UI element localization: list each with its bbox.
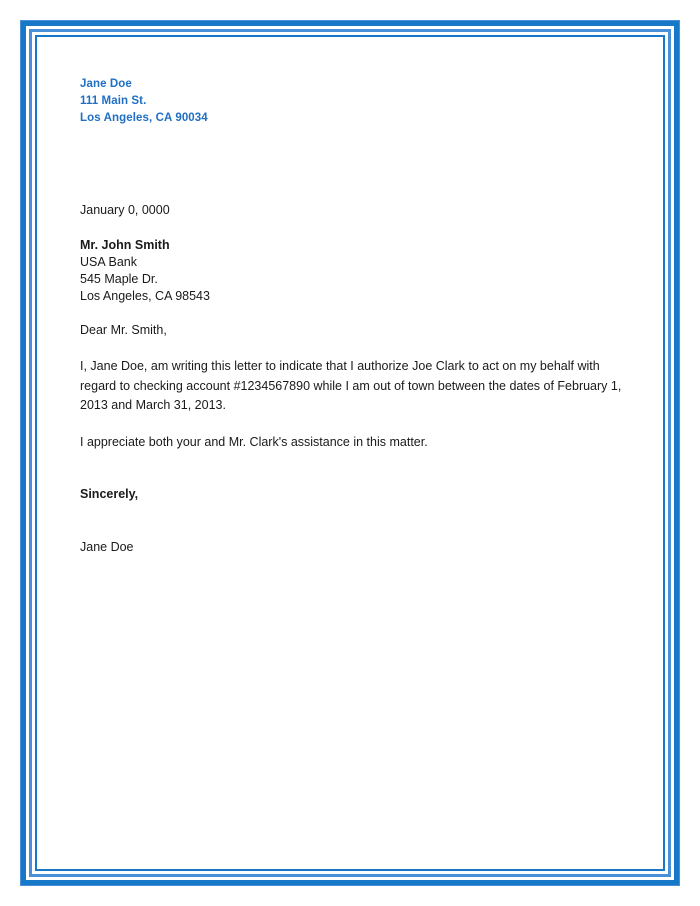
sender-city-state-zip: Los Angeles, CA 90034 [80, 111, 208, 124]
recipient-city-state-zip: Los Angeles, CA 98543 [80, 289, 210, 304]
recipient-street: 545 Maple Dr. [80, 272, 158, 287]
recipient-name: Mr. John Smith [80, 238, 170, 253]
recipient-company: USA Bank [80, 255, 137, 270]
body-paragraph-1: I, Jane Doe, am writing this letter to indicate that I authorize Joe Clark to act on my behalf with regard to checking account #1234567890 while I am out of town between the dates of February 1, 2013 and March 31, 2013. [80, 359, 622, 413]
closing-line: Sincerely, [80, 487, 139, 502]
salutation: Dear Mr. Smith, [80, 323, 167, 338]
signature-name: Jane Doe [80, 540, 134, 555]
sender-street: 111 Main St. [80, 94, 147, 107]
body-paragraph-2: I appreciate both your and Mr. Clark's assistance in this matter. [80, 434, 428, 449]
letter-date: January 0, 0000 [80, 203, 170, 218]
letter-content [80, 76, 625, 556]
sender-address-block [80, 76, 625, 126]
sender-name: Jane Doe [80, 78, 132, 90]
recipient-address-block [80, 237, 625, 305]
